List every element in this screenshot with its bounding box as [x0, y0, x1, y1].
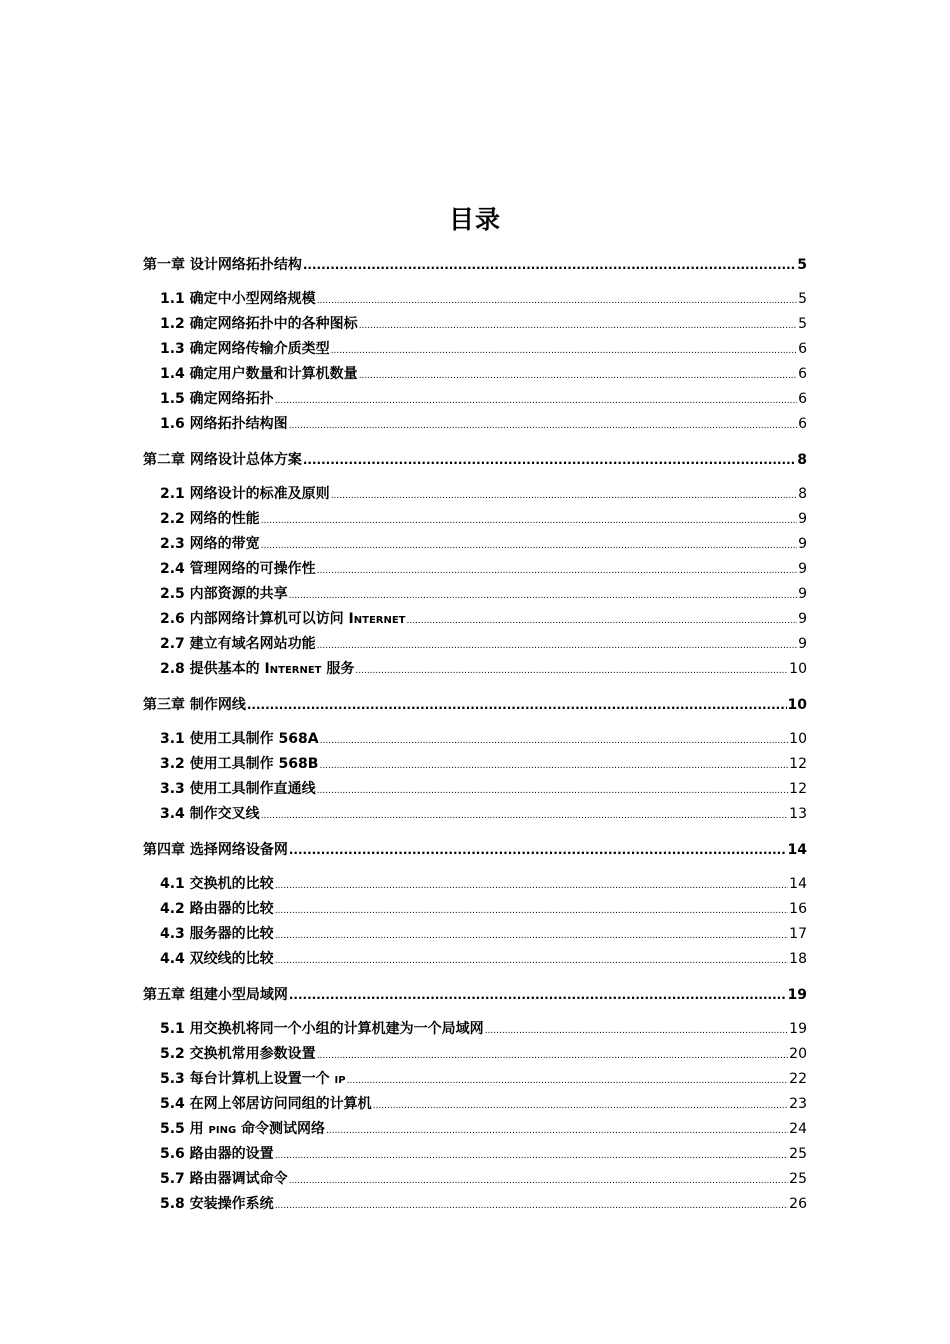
toc-section-4-2[interactable] — [143, 897, 807, 922]
toc-section-3-1[interactable] — [143, 727, 807, 752]
toc-page-number: 14 — [787, 842, 807, 858]
toc-page-number: 9 — [798, 536, 807, 552]
dot-leader — [275, 1144, 788, 1169]
toc-section-label: 1.6 网络拓扑结构图 — [160, 416, 288, 432]
toc-section-label: 1.1 确定中小型网络规模 — [160, 291, 316, 307]
dot-leader — [275, 1194, 788, 1219]
toc-page-number: 12 — [789, 756, 807, 772]
toc-section-label: 2.6 内部网络计算机可以访问 Internet — [160, 611, 406, 627]
dot-leader — [289, 982, 787, 1009]
dot-leader — [289, 837, 787, 864]
toc-section-label: 2.7 建立有域名网站功能 — [160, 636, 316, 652]
toc-section-2-2[interactable] — [143, 507, 807, 532]
dot-leader — [319, 754, 788, 779]
toc-chapter-label: 第五章 组建小型局域网 — [143, 987, 288, 1003]
toc-chapter-1[interactable] — [143, 252, 807, 279]
dot-leader — [331, 339, 797, 364]
toc-section-label: 1.2 确定网络拓扑中的各种图标 — [160, 316, 358, 332]
toc-chapter-label: 第四章 选择网络设备网 — [143, 842, 288, 858]
toc-section-2-7[interactable] — [143, 632, 807, 657]
chapter-block-1 — [143, 252, 807, 437]
toc-section-label: 2.2 网络的性能 — [160, 511, 260, 527]
toc-page-number: 6 — [798, 366, 807, 382]
toc-page-number: 22 — [789, 1071, 807, 1087]
toc-section-1-3[interactable] — [143, 337, 807, 362]
chapter-block-4 — [143, 837, 807, 972]
toc-section-5-7[interactable] — [143, 1167, 807, 1192]
toc-page-number: 5 — [797, 257, 807, 273]
table-of-contents — [143, 252, 807, 1217]
toc-section-label: 2.1 网络设计的标准及原则 — [160, 486, 330, 502]
toc-page-number: 18 — [789, 951, 807, 967]
toc-page-number: 9 — [798, 636, 807, 652]
toc-chapter-5[interactable] — [143, 982, 807, 1009]
toc-section-4-3[interactable] — [143, 922, 807, 947]
toc-section-label: 5.6 路由器的设置 — [160, 1146, 274, 1162]
toc-section-label: 5.3 每台计算机上设置一个 ip — [160, 1071, 346, 1087]
toc-section-1-6[interactable] — [143, 412, 807, 437]
dot-leader — [261, 534, 797, 559]
dot-leader — [289, 1169, 788, 1194]
dot-leader — [317, 559, 797, 584]
toc-section-label: 1.4 确定用户数量和计算机数量 — [160, 366, 358, 382]
toc-section-label: 5.2 交换机常用参数设置 — [160, 1046, 316, 1062]
dot-leader — [331, 484, 797, 509]
toc-section-label: 3.1 使用工具制作 568A — [160, 731, 319, 747]
toc-section-5-4[interactable] — [143, 1092, 807, 1117]
dot-leader — [355, 659, 788, 684]
dot-leader — [317, 779, 788, 804]
dot-leader — [275, 924, 788, 949]
toc-page-number: 16 — [789, 901, 807, 917]
toc-section-5-2[interactable] — [143, 1042, 807, 1067]
toc-section-label: 5.1 用交换机将同一个小组的计算机建为一个局域网 — [160, 1021, 484, 1037]
toc-page-number: 6 — [798, 341, 807, 357]
toc-chapter-4[interactable] — [143, 837, 807, 864]
toc-page-number: 24 — [789, 1121, 807, 1137]
toc-section-1-1[interactable] — [143, 287, 807, 312]
toc-section-5-8[interactable] — [143, 1192, 807, 1217]
toc-page-number: 6 — [798, 416, 807, 432]
chapter-block-2 — [143, 447, 807, 682]
dot-leader — [485, 1019, 788, 1044]
toc-page-number: 9 — [798, 586, 807, 602]
toc-section-3-4[interactable] — [143, 802, 807, 827]
toc-section-label: 5.4 在网上邻居访问同组的计算机 — [160, 1096, 372, 1112]
dot-leader — [261, 509, 797, 534]
dot-leader — [303, 447, 796, 474]
toc-section-1-4[interactable] — [143, 362, 807, 387]
toc-section-label: 4.4 双绞线的比较 — [160, 951, 274, 967]
dot-leader — [373, 1094, 788, 1119]
dot-leader — [289, 414, 797, 439]
dot-leader — [317, 289, 797, 314]
toc-section-3-2[interactable] — [143, 752, 807, 777]
dot-leader — [317, 634, 797, 659]
toc-section-label: 2.5 内部资源的共享 — [160, 586, 288, 602]
toc-section-2-3[interactable] — [143, 532, 807, 557]
dot-leader — [303, 252, 796, 279]
toc-page-number: 23 — [789, 1096, 807, 1112]
toc-section-label: 3.3 使用工具制作直通线 — [160, 781, 316, 797]
toc-section-label: 5.7 路由器调试命令 — [160, 1171, 288, 1187]
toc-page-number: 5 — [798, 291, 807, 307]
toc-section-label: 5.5 用 ping 命令测试网络 — [160, 1121, 326, 1137]
toc-section-label: 2.4 管理网络的可操作性 — [160, 561, 316, 577]
toc-page-number: 13 — [789, 806, 807, 822]
toc-section-label: 2.8 提供基本的 Internet 服务 — [160, 661, 355, 677]
toc-page-number: 19 — [787, 987, 807, 1003]
toc-section-1-2[interactable] — [143, 312, 807, 337]
toc-page-number: 9 — [798, 561, 807, 577]
toc-section-1-5[interactable] — [143, 387, 807, 412]
toc-section-label: 4.2 路由器的比较 — [160, 901, 274, 917]
dot-leader — [407, 609, 798, 634]
dot-leader — [326, 1119, 788, 1144]
toc-page-number: 8 — [798, 486, 807, 502]
toc-section-4-1[interactable] — [143, 872, 807, 897]
page-title: 目录 — [448, 205, 501, 234]
dot-leader — [317, 1044, 788, 1069]
dot-leader — [320, 729, 789, 754]
dot-leader — [275, 949, 788, 974]
toc-page-number: 8 — [797, 452, 807, 468]
toc-section-label: 3.4 制作交叉线 — [160, 806, 260, 822]
toc-page-number: 10 — [789, 661, 807, 677]
toc-page-number: 10 — [787, 697, 807, 713]
toc-page-number: 6 — [798, 391, 807, 407]
toc-section-5-5[interactable] — [143, 1117, 807, 1142]
toc-page-number: 5 — [798, 316, 807, 332]
toc-page-number: 10 — [789, 731, 807, 747]
toc-page-number: 9 — [798, 611, 807, 627]
toc-page-number: 25 — [789, 1146, 807, 1162]
toc-section-2-1[interactable] — [143, 482, 807, 507]
dot-leader — [359, 314, 797, 339]
toc-page-number: 26 — [789, 1196, 807, 1212]
toc-section-2-6[interactable] — [143, 607, 807, 632]
toc-section-label: 2.3 网络的带宽 — [160, 536, 260, 552]
toc-section-label: 3.2 使用工具制作 568B — [160, 756, 319, 772]
toc-section-2-5[interactable] — [143, 582, 807, 607]
toc-page-number: 20 — [789, 1046, 807, 1062]
toc-chapter-label: 第二章 网络设计总体方案 — [143, 452, 302, 468]
toc-page-number: 9 — [798, 511, 807, 527]
dot-leader — [275, 874, 788, 899]
chapter-block-3 — [143, 692, 807, 827]
dot-leader — [347, 1069, 789, 1094]
toc-chapter-label: 第三章 制作网线 — [143, 697, 246, 713]
toc-chapter-3[interactable] — [143, 692, 807, 719]
chapter-block-5 — [143, 982, 807, 1217]
dot-leader — [359, 364, 797, 389]
toc-section-label: 4.3 服务器的比较 — [160, 926, 274, 942]
dot-leader — [289, 584, 797, 609]
toc-section-label: 4.1 交换机的比较 — [160, 876, 274, 892]
toc-chapter-2[interactable] — [143, 447, 807, 474]
toc-section-2-4[interactable] — [143, 557, 807, 582]
dot-leader — [275, 389, 797, 414]
toc-section-label: 5.8 安装操作系统 — [160, 1196, 274, 1212]
toc-section-2-8[interactable] — [143, 657, 807, 682]
dot-leader — [275, 899, 788, 924]
toc-page-number: 17 — [789, 926, 807, 942]
toc-section-4-4[interactable] — [143, 947, 807, 972]
dot-leader — [261, 804, 788, 829]
toc-page-number: 19 — [789, 1021, 807, 1037]
toc-page-number: 14 — [789, 876, 807, 892]
toc-section-5-1[interactable] — [143, 1017, 807, 1042]
toc-section-3-3[interactable] — [143, 777, 807, 802]
toc-section-5-3[interactable] — [143, 1067, 807, 1092]
toc-page-number: 12 — [789, 781, 807, 797]
toc-section-label: 1.5 确定网络拓扑 — [160, 391, 274, 407]
toc-section-label: 1.3 确定网络传输介质类型 — [160, 341, 330, 357]
toc-chapter-label: 第一章 设计网络拓扑结构 — [143, 257, 302, 273]
toc-page-number: 25 — [789, 1171, 807, 1187]
dot-leader — [247, 692, 787, 719]
toc-section-5-6[interactable] — [143, 1142, 807, 1167]
